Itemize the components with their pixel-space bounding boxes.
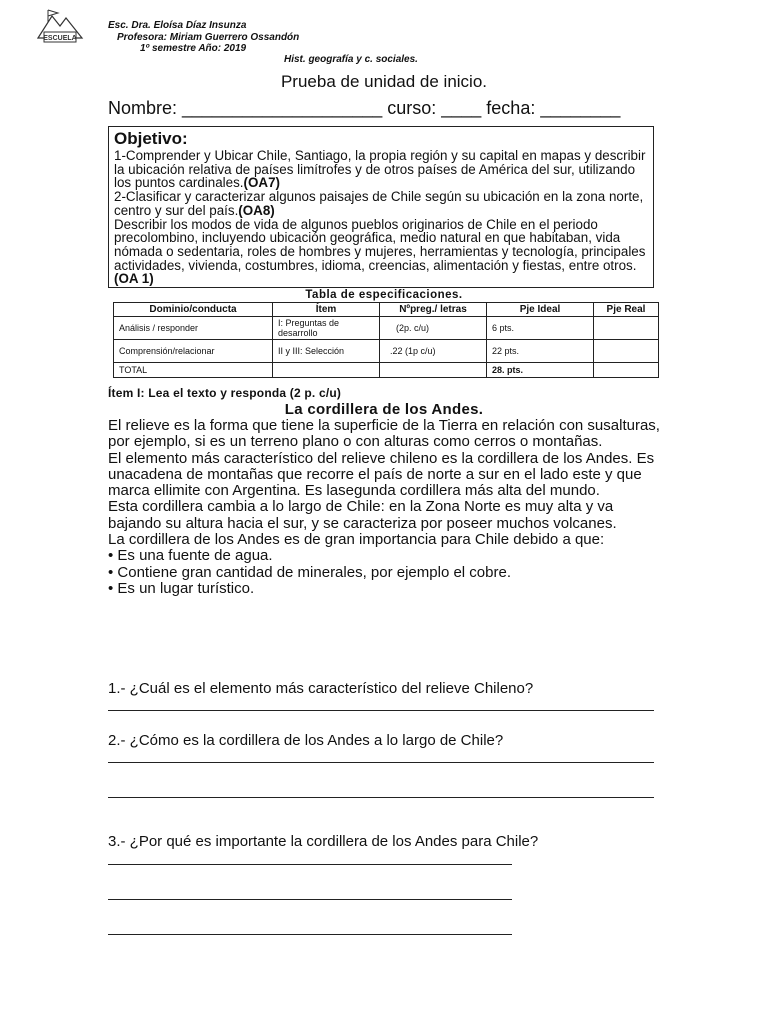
- spec-table-header: [114, 303, 659, 317]
- answer-line[interactable]: [108, 864, 512, 865]
- col-header: Pje Ideal: [487, 303, 594, 317]
- teacher-name: Profesora: Miriam Guerrero Ossandón: [117, 32, 300, 43]
- question-1: 1.- ¿Cuál es el elemento más característico del relieve Chileno?: [108, 680, 534, 697]
- col-header: Pje Real: [594, 303, 659, 317]
- table-row: [114, 340, 659, 363]
- col-header: Dominio/conducta: [114, 303, 273, 317]
- spec-table-caption: Tabla de especificaciones.: [305, 289, 463, 301]
- objective-2: 2-Clasificar y caracterizar algunos paisajes de Chile según su ubicación en la zona norte, centro y sur del país.(OA8): [114, 189, 644, 218]
- test-title: Prueba de unidad de inicio.: [280, 72, 488, 91]
- bullet-item: • Es un lugar turístico.: [108, 579, 255, 597]
- objective-box: [108, 126, 654, 288]
- table-row: [114, 363, 659, 378]
- col-header: Nºpreg./ letras: [380, 303, 487, 317]
- question-3: 3.- ¿Por qué es importante la cordillera de los Andes para Chile?: [108, 833, 539, 850]
- objective-1-code: (OA7): [243, 175, 280, 191]
- table-cell: 22 pts.: [487, 340, 594, 363]
- col-header: Ítem: [273, 303, 380, 317]
- answer-line[interactable]: [108, 899, 512, 900]
- student-info-line[interactable]: Nombre: ____________________ curso: ____ fecha: ________: [108, 98, 621, 118]
- table-row: [114, 317, 659, 340]
- objective-1: 1-Comprender y Ubicar Chile, Santiago, la propia región y su capital en mapas y describir la ubicación relativa de países limítrofes y de otros países de América del sur, utilizando los puntos cardinales.(OA7): [114, 148, 646, 191]
- question-2: 2.- ¿Cómo es la cordillera de los Andes a lo largo de Chile?: [108, 732, 504, 749]
- answer-line[interactable]: [108, 797, 654, 798]
- table-cell: Análisis / responder: [114, 317, 273, 340]
- reading-paragraph: Esta cordillera cambia a lo largo de Chile: en la Zona Norte es muy alta y va bajando su altura hacia el sur, y se caracteriza por poseer muchos volcanes.: [108, 498, 617, 532]
- school-logo-icon: [34, 8, 86, 46]
- school-logo: [34, 8, 86, 46]
- table-cell: TOTAL: [114, 363, 273, 378]
- spec-table: [113, 302, 659, 378]
- objective-3-code: (OA 1): [114, 271, 154, 287]
- reading-paragraph: El relieve es la forma que tiene la superficie de la Tierra en relación con susalturas, por ejemplo, si es un terreno plano o con alturas como cerros o montañas.: [108, 417, 660, 451]
- subject: Hist. geografía y c. sociales.: [284, 54, 418, 65]
- table-cell: I: Preguntas de desarrollo: [273, 317, 380, 340]
- reading-title: La cordillera de los Andes.: [284, 401, 484, 418]
- svg-text:ESCUELA: ESCUELA: [43, 35, 77, 42]
- table-cell: Comprensión/relacionar: [114, 340, 273, 363]
- reading-text: [108, 418, 660, 597]
- table-cell[interactable]: [594, 340, 659, 363]
- table-cell: II y III: Selección: [273, 340, 380, 363]
- answer-line[interactable]: [108, 762, 654, 763]
- answer-line[interactable]: [108, 934, 512, 935]
- table-cell[interactable]: [594, 317, 659, 340]
- reading-paragraph: El elemento más característico del relieve chileno es la cordillera de los Andes. Es unacadena de montañas que recorre el país de norte a sur en el lado este y que marca ellimite con Argentina. Es lasegunda cordillera más alta del mundo.: [108, 449, 655, 500]
- objective-3: Describir los modos de vida de algunos pueblos originarios de Chile en el periodo precolombino, incluyendo ubicación geográfica, medio natural en que habitaban, vida nómada o sedentaria, roles de hombres y mujeres, herramientas y tecnología, principales actividades, vivienda, costumbres, idioma, creencias, alimentación y fiestas, entre otros. (OA 1): [114, 216, 646, 287]
- table-cell: .22 (1p c/u): [380, 340, 487, 363]
- table-cell[interactable]: [594, 363, 659, 378]
- table-cell: 28. pts.: [487, 363, 594, 378]
- objective-heading: Objetivo:: [114, 129, 188, 148]
- item1-instruction: Ítem I: Lea el texto y responda (2 p. c/u): [108, 386, 342, 400]
- answer-line[interactable]: [108, 710, 654, 711]
- bullet-item: • Es una fuente de agua.: [108, 547, 273, 565]
- table-cell: 6 pts.: [487, 317, 594, 340]
- table-cell: [273, 363, 380, 378]
- table-cell: [380, 363, 487, 378]
- school-name: Esc. Dra. Eloísa Díaz Insunza: [108, 20, 247, 31]
- bullet-item: • Contiene gran cantidad de minerales, por ejemplo el cobre.: [108, 563, 511, 581]
- semester-year: 1º semestre Año: 2019: [140, 43, 247, 54]
- reading-paragraph: La cordillera de los Andes es de gran importancia para Chile debido a que:: [108, 531, 605, 549]
- objective-2-code: (OA8): [238, 202, 275, 218]
- table-cell: (2p. c/u): [380, 317, 487, 340]
